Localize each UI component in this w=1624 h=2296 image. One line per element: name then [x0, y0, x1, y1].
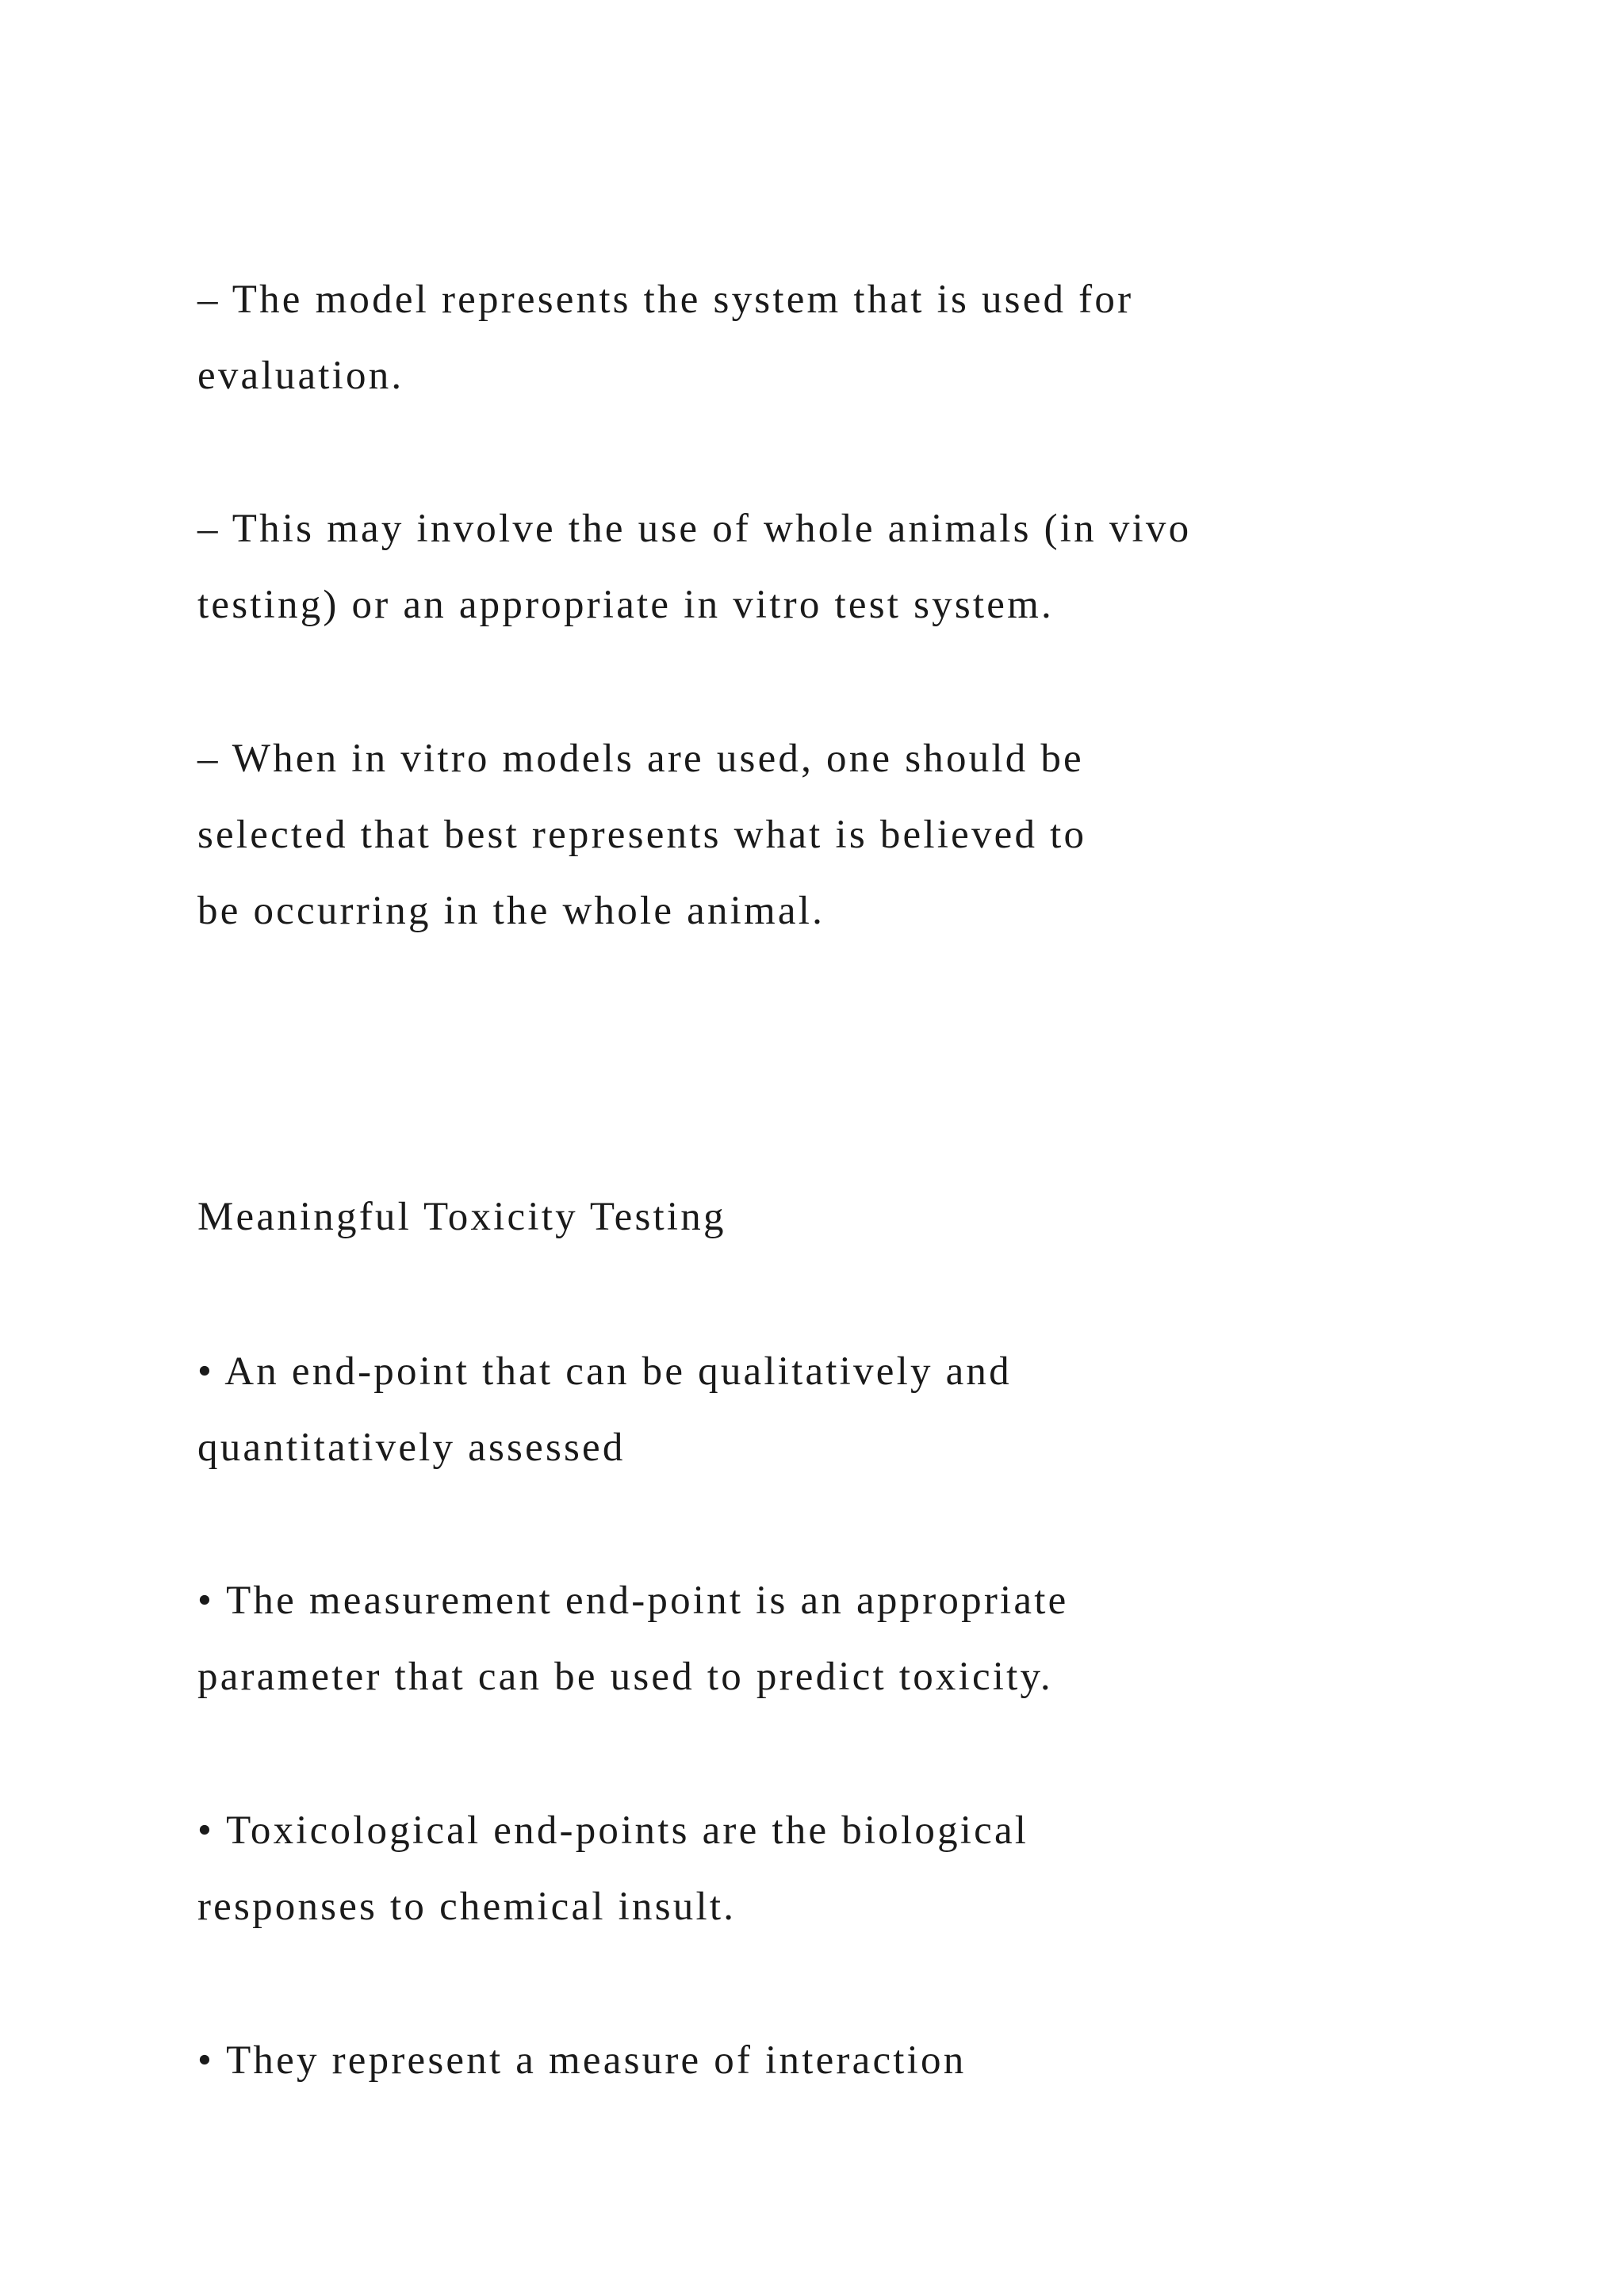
- whole-animals-paragraph-line-2: testing) or an appropriate in vitro test system.: [197, 583, 1054, 627]
- measurement-bullet-line-1: • The measurement end-point is an appropriate: [197, 1578, 1069, 1623]
- model-paragraph-line-1: – The model represents the system that is used for: [197, 277, 1134, 322]
- in-vitro-paragraph-line-3: be occurring in the whole animal.: [197, 889, 825, 933]
- end-point-bullet-line-2: quantitatively assessed: [197, 1425, 626, 1470]
- model-paragraph-line-2: evaluation.: [197, 354, 404, 398]
- toxicological-bullet-line-1: • Toxicological end-points are the biological: [197, 1808, 1029, 1853]
- toxicological-bullet-line-2: responses to chemical insult.: [197, 1885, 737, 1929]
- in-vitro-paragraph-line-1: – When in vitro models are used, one should be: [197, 737, 1084, 781]
- end-point-bullet-line-1: • An end-point that can be qualitatively and: [197, 1349, 1012, 1394]
- whole-animals-paragraph-line-1: – This may involve the use of whole animals (in vivo: [197, 507, 1192, 551]
- interaction-bullet-line-1: • They represent a measure of interaction: [197, 2038, 967, 2083]
- section-heading: Meaningful Toxicity Testing: [197, 1195, 726, 1239]
- in-vitro-paragraph-line-2: selected that best represents what is believed to: [197, 813, 1087, 857]
- measurement-bullet-line-2: parameter that can be used to predict toxicity.: [197, 1655, 1053, 1699]
